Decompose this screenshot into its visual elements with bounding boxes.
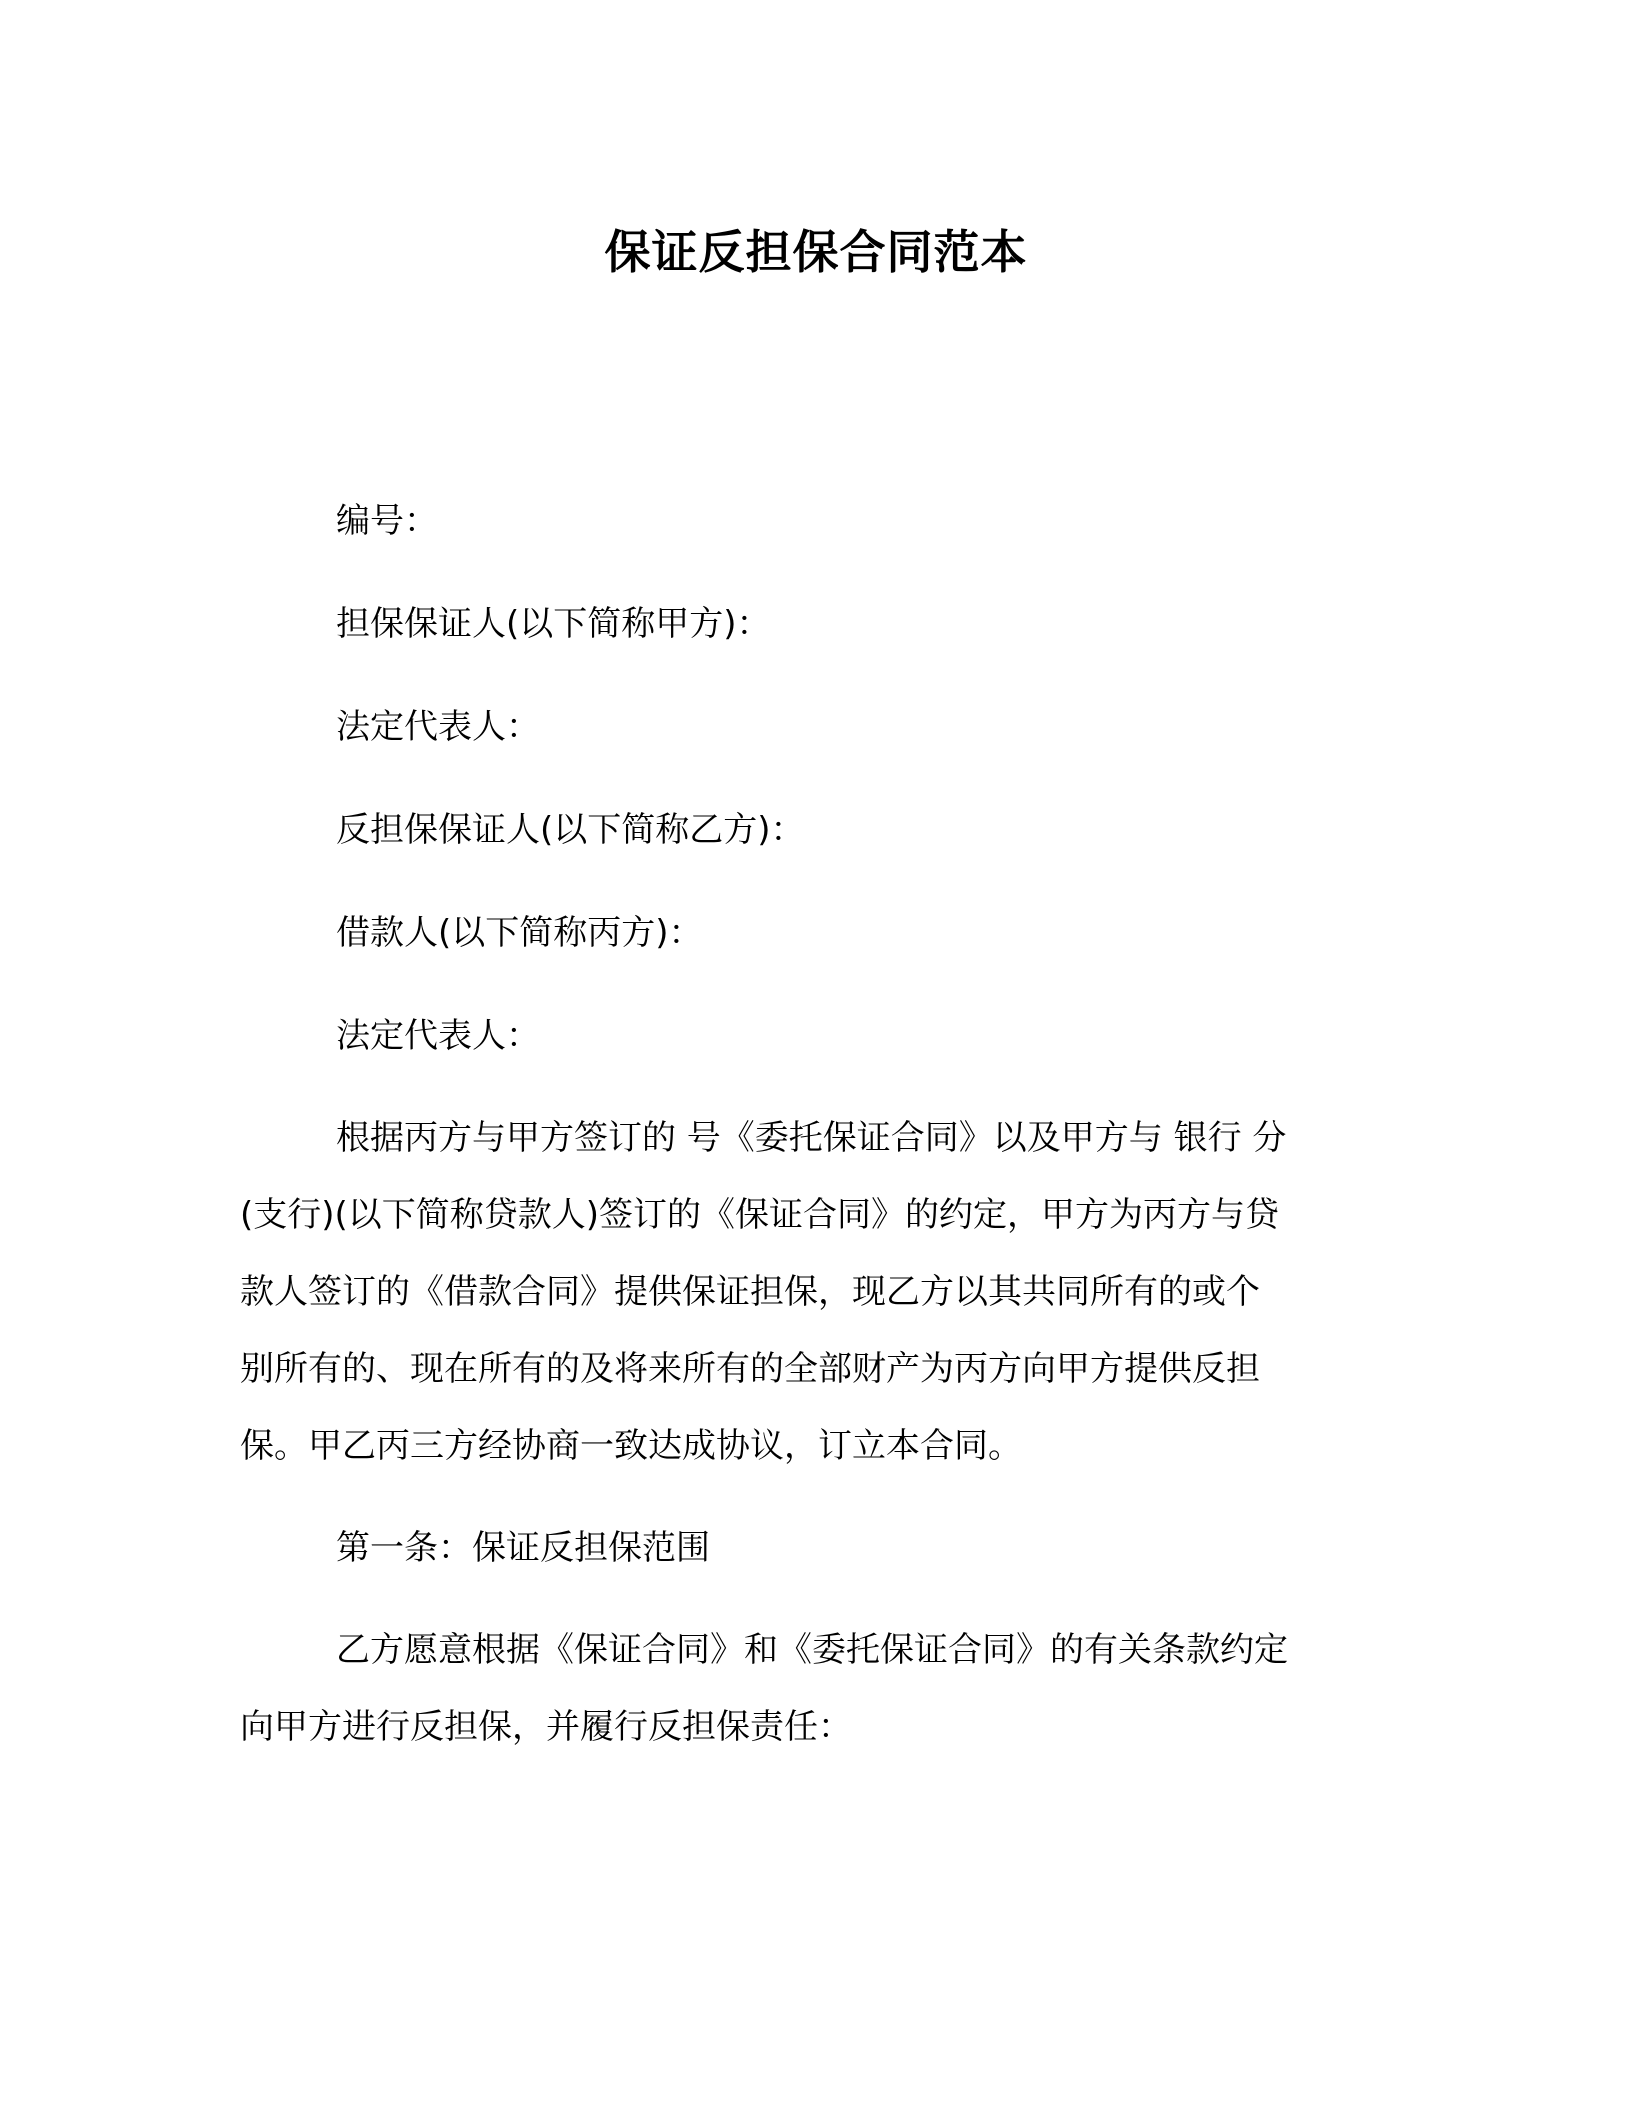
preamble-line: 根据丙方与甲方签订的 号《委托保证合同》以及甲方与 银行 分 [336, 1118, 1287, 1158]
field-counter-guarantor: 反担保保证人(以下简称乙方)： [336, 810, 805, 850]
article-1-paragraph [240, 1612, 1375, 1766]
article-1-heading: 第一条：保证反担保范围 [336, 1528, 710, 1568]
field-legal-representative-2: 法定代表人： [336, 1016, 540, 1056]
article-1-line: 乙方愿意根据《保证合同》和《委托保证合同》的有关条款约定 [336, 1630, 1288, 1670]
preamble-paragraph [240, 1100, 1375, 1485]
article-1-line: 向甲方进行反担保，并履行反担保责任： [240, 1707, 852, 1747]
field-legal-representative-1: 法定代表人： [336, 707, 540, 747]
preamble-line: 别所有的、现在所有的及将来所有的全部财产为丙方向甲方提供反担 [240, 1349, 1260, 1389]
field-guarantor: 担保保证人(以下简称甲方)： [336, 604, 771, 644]
preamble-line: 款人签订的《借款合同》提供保证担保，现乙方以其共同所有的或个 [240, 1272, 1260, 1312]
preamble-line: (支行)(以下简称贷款人)签订的《保证合同》的约定，甲方为丙方与贷 [240, 1195, 1280, 1235]
field-borrower: 借款人(以下简称丙方)： [336, 913, 703, 953]
document-title: 保证反担保合同范本 [604, 225, 1028, 279]
field-contract-number: 编号： [336, 501, 438, 541]
preamble-line: 保。甲乙丙三方经协商一致达成协议，订立本合同。 [240, 1426, 1022, 1466]
